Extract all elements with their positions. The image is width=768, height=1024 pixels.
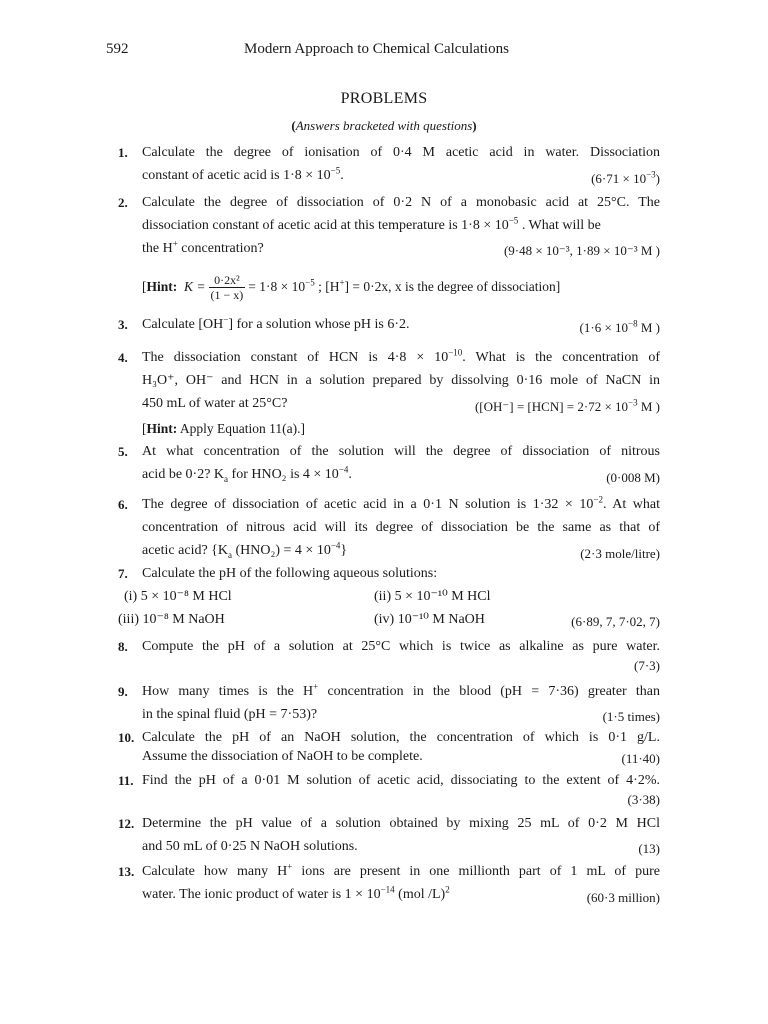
answer: (13) — [638, 841, 660, 856]
problem-number: 5. — [118, 444, 128, 459]
answer: (1·5 times) — [602, 709, 660, 724]
answer: $(6\cdot 71 \times 10^{-3})$ — [591, 169, 660, 186]
problem-text: concentration of nitrous acid will its degree of dissociation be the same as that of — [142, 520, 660, 535]
problem-1 — [118, 141, 660, 187]
hint: [Hint: K = $\frac{\text{0·2x²}}{(1 - x)}$ = $1\cdot 8 \times 10^{-5}$ ; [H+] = 0·2x, x is the degree of dissociation] — [142, 273, 561, 303]
sub-questions — [118, 608, 660, 631]
sub-question-iv: (iv) 10⁻¹⁰ M NaOH — [374, 612, 485, 627]
answer: (11·40) — [621, 751, 660, 766]
problem-text: acetic acid? {$K_a$ $(HNO_2) = 4 \times 10^{-4}$} (2·3 mole/litre) — [118, 539, 660, 562]
running-title: Modern Approach to Chemical Calculations — [244, 41, 509, 57]
answer: (3·38) — [627, 792, 660, 807]
problem-number: 7. — [118, 566, 128, 581]
problem-12 — [118, 812, 660, 858]
problem-number: 2. — [118, 195, 128, 210]
hint: [Hint: Apply Equation 11(a).] — [142, 421, 305, 436]
problem-text: H₃O⁺, OH⁻ and HCN in a solution prepared by dissolving 0·16 mole of NaCN in — [142, 373, 660, 388]
answer: (6·89, 7, 7·02, 7) — [571, 614, 660, 629]
answer: (9·48 × 10⁻³, 1·89 × 10⁻³ M ) — [503, 243, 660, 258]
answer: (0·008 M) — [606, 470, 660, 485]
answer: ($1\cdot 6 \times 10^{-8}$ M ) — [579, 318, 660, 335]
problem-text: constant of acetic acid is $1\cdot 8 \times 10^{-5}$. $(6\cdot 71 \times 10^{-3})$ — [118, 164, 660, 187]
problem-text: Calculate the pH of the following aqueous solutions: — [142, 566, 438, 581]
problem-text: and 50 mL of 0·25 N NaOH solutions. (13) — [118, 835, 660, 858]
problem-number: 4. — [118, 350, 128, 365]
problem-5 — [118, 440, 660, 486]
problem-text: 450 mL of water at 25°C? ($[OH^-] = [HCN] = 2\cdot 72 \times 10^{-3}$ M ) — [118, 392, 660, 415]
answer: (7·3) — [634, 658, 660, 673]
problem-number: 9. — [118, 684, 128, 699]
answer: (60·3 million) — [586, 890, 660, 905]
sub-question-iii: (iii) 10⁻⁸ M NaOH — [118, 612, 225, 627]
problem-number: 10. — [118, 730, 135, 745]
problem-text: Calculate how many H+ ions are present in one millionth part of 1 mL of pure — [142, 861, 660, 879]
problem-10 — [118, 726, 660, 768]
problem-text: water. The ionic product of water is $1 \times 10^{-14}$ (mol /L)$^2$ (60·3 million) — [118, 883, 660, 906]
problem-number: 3. — [118, 317, 128, 332]
sub-question-ii: (ii) 5 × 10⁻¹⁰ M HCl — [374, 589, 491, 604]
problem-text: the H+ concentration? (9·48 × 10⁻³, 1·89 × 10⁻³ M ) — [118, 237, 660, 260]
problem-text: Find the pH of a 0·01 M solution of acetic acid, dissociating to the extent of 4·2%. — [142, 773, 660, 788]
problem-number: 12. — [118, 816, 135, 831]
problem-text: Calculate [OH−] for a solution whose pH is 6·2. ($1\cdot 6 \times 10^{-8}$ M ) — [118, 313, 660, 336]
problem-7 — [118, 562, 660, 631]
answer: ($[OH^-] = [HCN] = 2\cdot 72 \times 10^{-3}$ M ) — [474, 397, 660, 414]
problem-number: 11. — [118, 773, 134, 788]
problem-text: acid be 0·2? $K_a$ for HNO₂ is $4 \times 10^{-4}$. (0·008 M) — [118, 463, 660, 486]
problem-text: Compute the pH of a solution at 25°C which is twice as alkaline as pure water. — [142, 639, 660, 654]
problem-text: Calculate the degree of ionisation of 0·4 M acetic acid in water. Dissociation — [142, 145, 660, 160]
sub-questions — [118, 585, 660, 608]
problem-text: dissociation constant of acetic acid at this temperature is $1\cdot 8 \times 10^{-5}$ . What will be — [142, 215, 601, 233]
problem-number: 13. — [118, 864, 135, 879]
problem-text: How many times is the H+ concentration in the blood (pH = 7·36) greater than — [142, 681, 660, 699]
answer: (2·3 mole/litre) — [580, 546, 660, 561]
problem-6 — [118, 493, 660, 562]
section-heading: PROBLEMS — [340, 90, 428, 107]
page-header — [106, 41, 662, 61]
problem-text: Calculate the pH of an NaOH solution, the concentration of which is 0·1 g/L. — [142, 730, 660, 745]
problem-text: The dissociation constant of HCN is $4\cdot 8 \times 10^{-10}$. What is the concentration of — [142, 347, 660, 365]
problem-text: Calculate the degree of dissociation of 0·2 N of a monobasic acid at 25°C. The — [142, 195, 660, 210]
page-number: 592 — [106, 41, 129, 57]
problem-text: At what concentration of the solution will the degree of dissociation of nitrous — [142, 444, 660, 459]
problem-text: Assume the dissociation of NaOH to be complete. (11·40) — [118, 745, 660, 768]
problem-2 — [118, 191, 660, 302]
sub-question-i: (i) 5 × 10⁻⁸ M HCl — [124, 589, 232, 604]
problem-number: 8. — [118, 639, 128, 654]
section-subheading: (Answers bracketed with questions) — [291, 118, 477, 133]
hint-fraction: $\frac{\text{0·2x²}}{(1 - x)}$ — [210, 273, 244, 303]
problem-11 — [118, 769, 660, 812]
answer-line — [118, 658, 660, 678]
problem-text: Determine the pH value of a solution obtained by mixing 25 mL of 0·2 M HCl — [142, 816, 660, 831]
problem-number: 6. — [118, 497, 128, 512]
problem-text: The degree of dissociation of acetic acid in a 0·1 N solution is $1\cdot 32 \times 10^{-2}$. At what — [142, 494, 660, 512]
answer-line — [118, 792, 660, 812]
problem-3 — [118, 313, 660, 336]
problem-13 — [118, 860, 660, 906]
problem-9 — [118, 680, 660, 726]
problem-4 — [118, 346, 660, 440]
problem-8 — [118, 635, 660, 678]
problem-text: in the spinal fluid (pH = 7·53)? (1·5 times) — [118, 703, 660, 726]
problem-number: 1. — [118, 145, 128, 160]
